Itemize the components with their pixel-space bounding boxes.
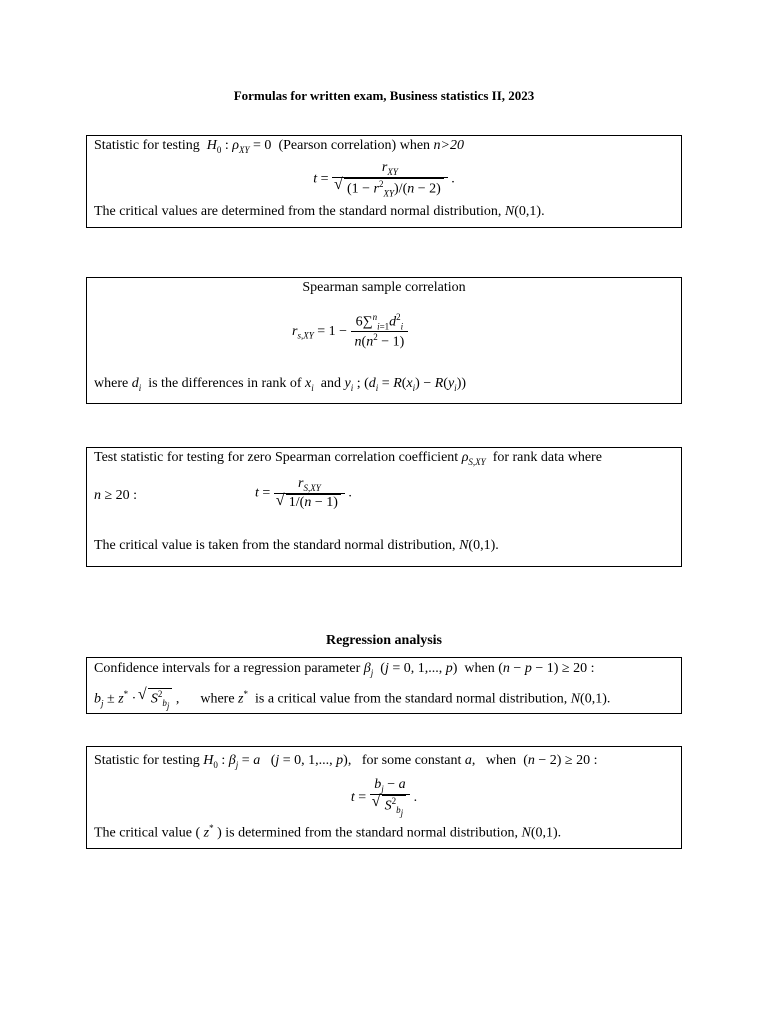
pearson-intro: Statistic for testing $H_0$ : $\rho_{XY} = 0$ (Pearson correlation) when n>20 xyxy=(94,138,464,155)
spearman-n-condition: n ≥ 20 : xyxy=(94,488,138,503)
spearman-t-formula: t = $r_{S,XY}$ √ 1/(n − 1) . xyxy=(255,476,352,511)
spearman-title: Spearman sample correlation xyxy=(302,280,466,295)
ci-formula: $b_j \pm z^*$ · √ $S^2_{b_j}$ , where z* is a critical value from the standard normal distribution, N(0,1). xyxy=(94,688,610,711)
pearson-footer: The critical values are determined from the standard normal distribution, N(0,1). xyxy=(94,204,545,219)
confidence-interval-box xyxy=(86,657,682,714)
beta-test-footer: The critical value ( z* ) is determined from the standard normal distribution, N(0,1). xyxy=(94,823,562,841)
beta-test-box xyxy=(86,746,682,849)
hypothesis-math: $H_0$ : $\rho_{XY} = 0$ xyxy=(206,138,275,155)
section-title: Regression analysis xyxy=(325,633,443,648)
beta-test-intro: Statistic for testing $H_0$ : $\beta_j = a$ (j = 0, 1,..., p), for some constant a, when (n − 2) ≥ 20 : xyxy=(94,753,598,770)
beta-t-formula: t = $b_j - a$ √ $S^2_{b_j}$ . xyxy=(87,777,681,818)
ci-intro: Confidence intervals for a regression parameter $\beta_j$ (j = 0, 1,..., p) when (n − p − 1) ≥ 20 : xyxy=(94,661,595,678)
page-title: Formulas for written exam, Business statistics II, 2023 xyxy=(233,88,535,103)
spearman-formula-box xyxy=(86,277,682,404)
pearson-formula-box xyxy=(86,135,682,228)
spearman-test-intro: Test statistic for testing for zero Spearman correlation coefficient $\rho_{S,XY}$ for rank data where xyxy=(94,450,602,467)
spearman-formula: $r_{s,XY} = 1$ − $\frac{6\sum^n_{i=1}d^2_i}{n(n^2 - 1)}$ xyxy=(292,312,408,351)
spearman-test-footer: The critical value is taken from the standard normal distribution, N(0,1). xyxy=(94,538,499,553)
pearson-t-formula: t = $r_{XY}$ √ $(1 - r^2_{XY})/(n - 2)$ . xyxy=(87,160,681,198)
spearman-where: where $d_i$ is the differences in rank of $x_i$ and $y_i$ ; $(d_i = R(x_i) - R(y_i))$ xyxy=(94,376,467,393)
spearman-test-box xyxy=(86,447,682,567)
